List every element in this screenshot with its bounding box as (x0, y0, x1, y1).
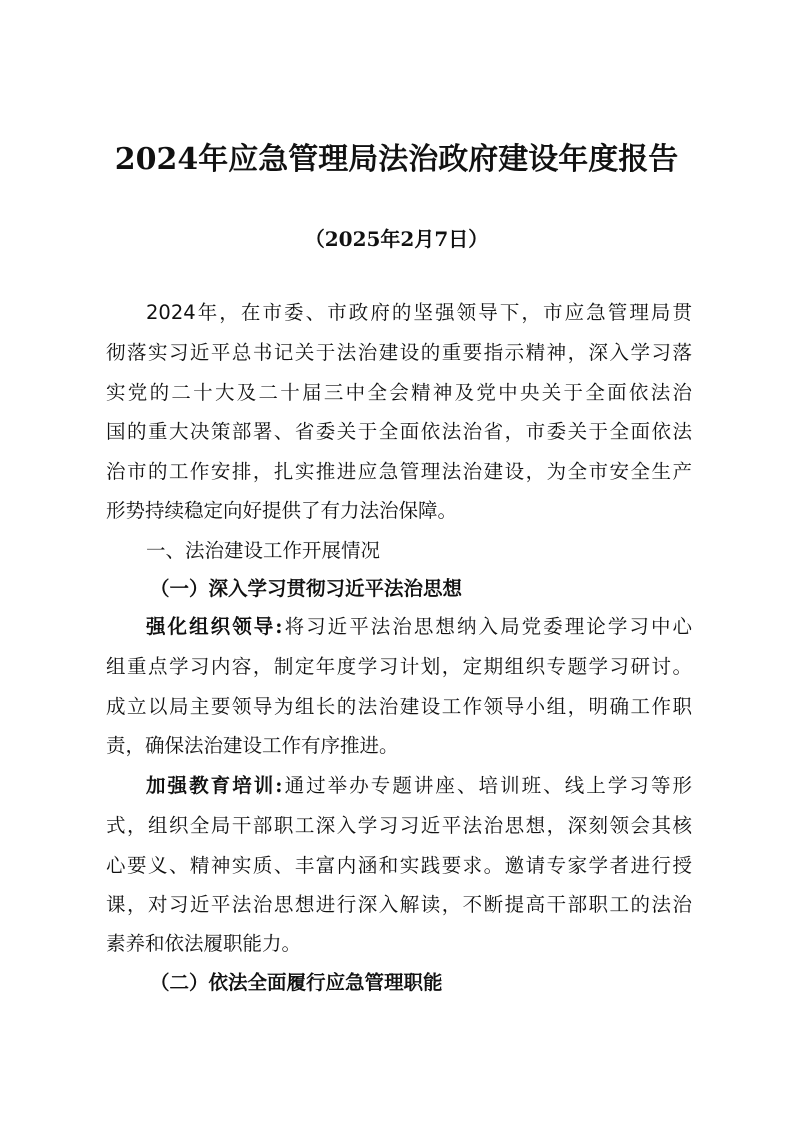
subsection-heading-2: （二）依法全面履行应急管理职能 (150, 971, 443, 994)
intro-line-5: 治市的工作安排，扎实推进应急管理法治建设，为全市安全生产 (106, 460, 692, 483)
para1-line-4: 责，确保法治建设工作有序推进。 (106, 734, 399, 757)
para2-line-4: 课，对习近平法治思想进行深入解读，不断提高干部职工的法治 (106, 893, 692, 916)
para1-line-2: 组重点学习内容，制定年度学习计划，定期组织专题学习研讨。 (106, 655, 692, 678)
para1-line-3: 成立以局主要领导为组长的法治建设工作领导小组，明确工作职 (106, 695, 692, 718)
intro-line-2: 彻落实习近平总书记关于法治建设的重要指示精神，深入学习落 (106, 341, 692, 364)
document-date: （2025年2月7日） (304, 227, 489, 251)
para2-line-1 (146, 771, 692, 801)
para2-line-2: 式，组织全局干部职工深入学习习近平法治思想，深刻领会其核 (106, 814, 692, 837)
para2-line-5: 素养和依法履职能力。 (106, 932, 302, 955)
intro-line-6: 形势持续稳定向好提供了有力法治保障。 (106, 499, 458, 522)
intro-line-1: 2024年，在市委、市政府的坚强领导下，市应急管理局贯 (146, 301, 692, 324)
intro-line-4: 国的重大决策部署、省委关于全面依法治省，市委关于全面依法 (106, 420, 692, 443)
para1-first-line-rest: 将习近平法治思想纳入局党委理论学习中心 (282, 615, 692, 638)
para1-line-1 (146, 612, 692, 642)
subsection-heading-1: （一）深入学习贯彻习近平法治思想 (150, 577, 463, 600)
document-title: 2024年应急管理局法治政府建设年度报告 (114, 142, 679, 177)
intro-line-3: 实党的二十大及二十届三中全会精神及党中央关于全面依法治 (106, 381, 692, 404)
para2-lead: 加强教育培训: (146, 774, 283, 797)
para2-first-line-rest: 通过举办专题讲座、培训班、线上学习等形 (282, 774, 692, 797)
para1-lead: 强化组织领导: (146, 615, 283, 638)
para2-line-3: 心要义、精神实质、丰富内涵和实践要求。邀请专家学者进行授 (106, 854, 692, 877)
section-heading-1: 一、法治建设工作开展情况 (146, 539, 381, 562)
